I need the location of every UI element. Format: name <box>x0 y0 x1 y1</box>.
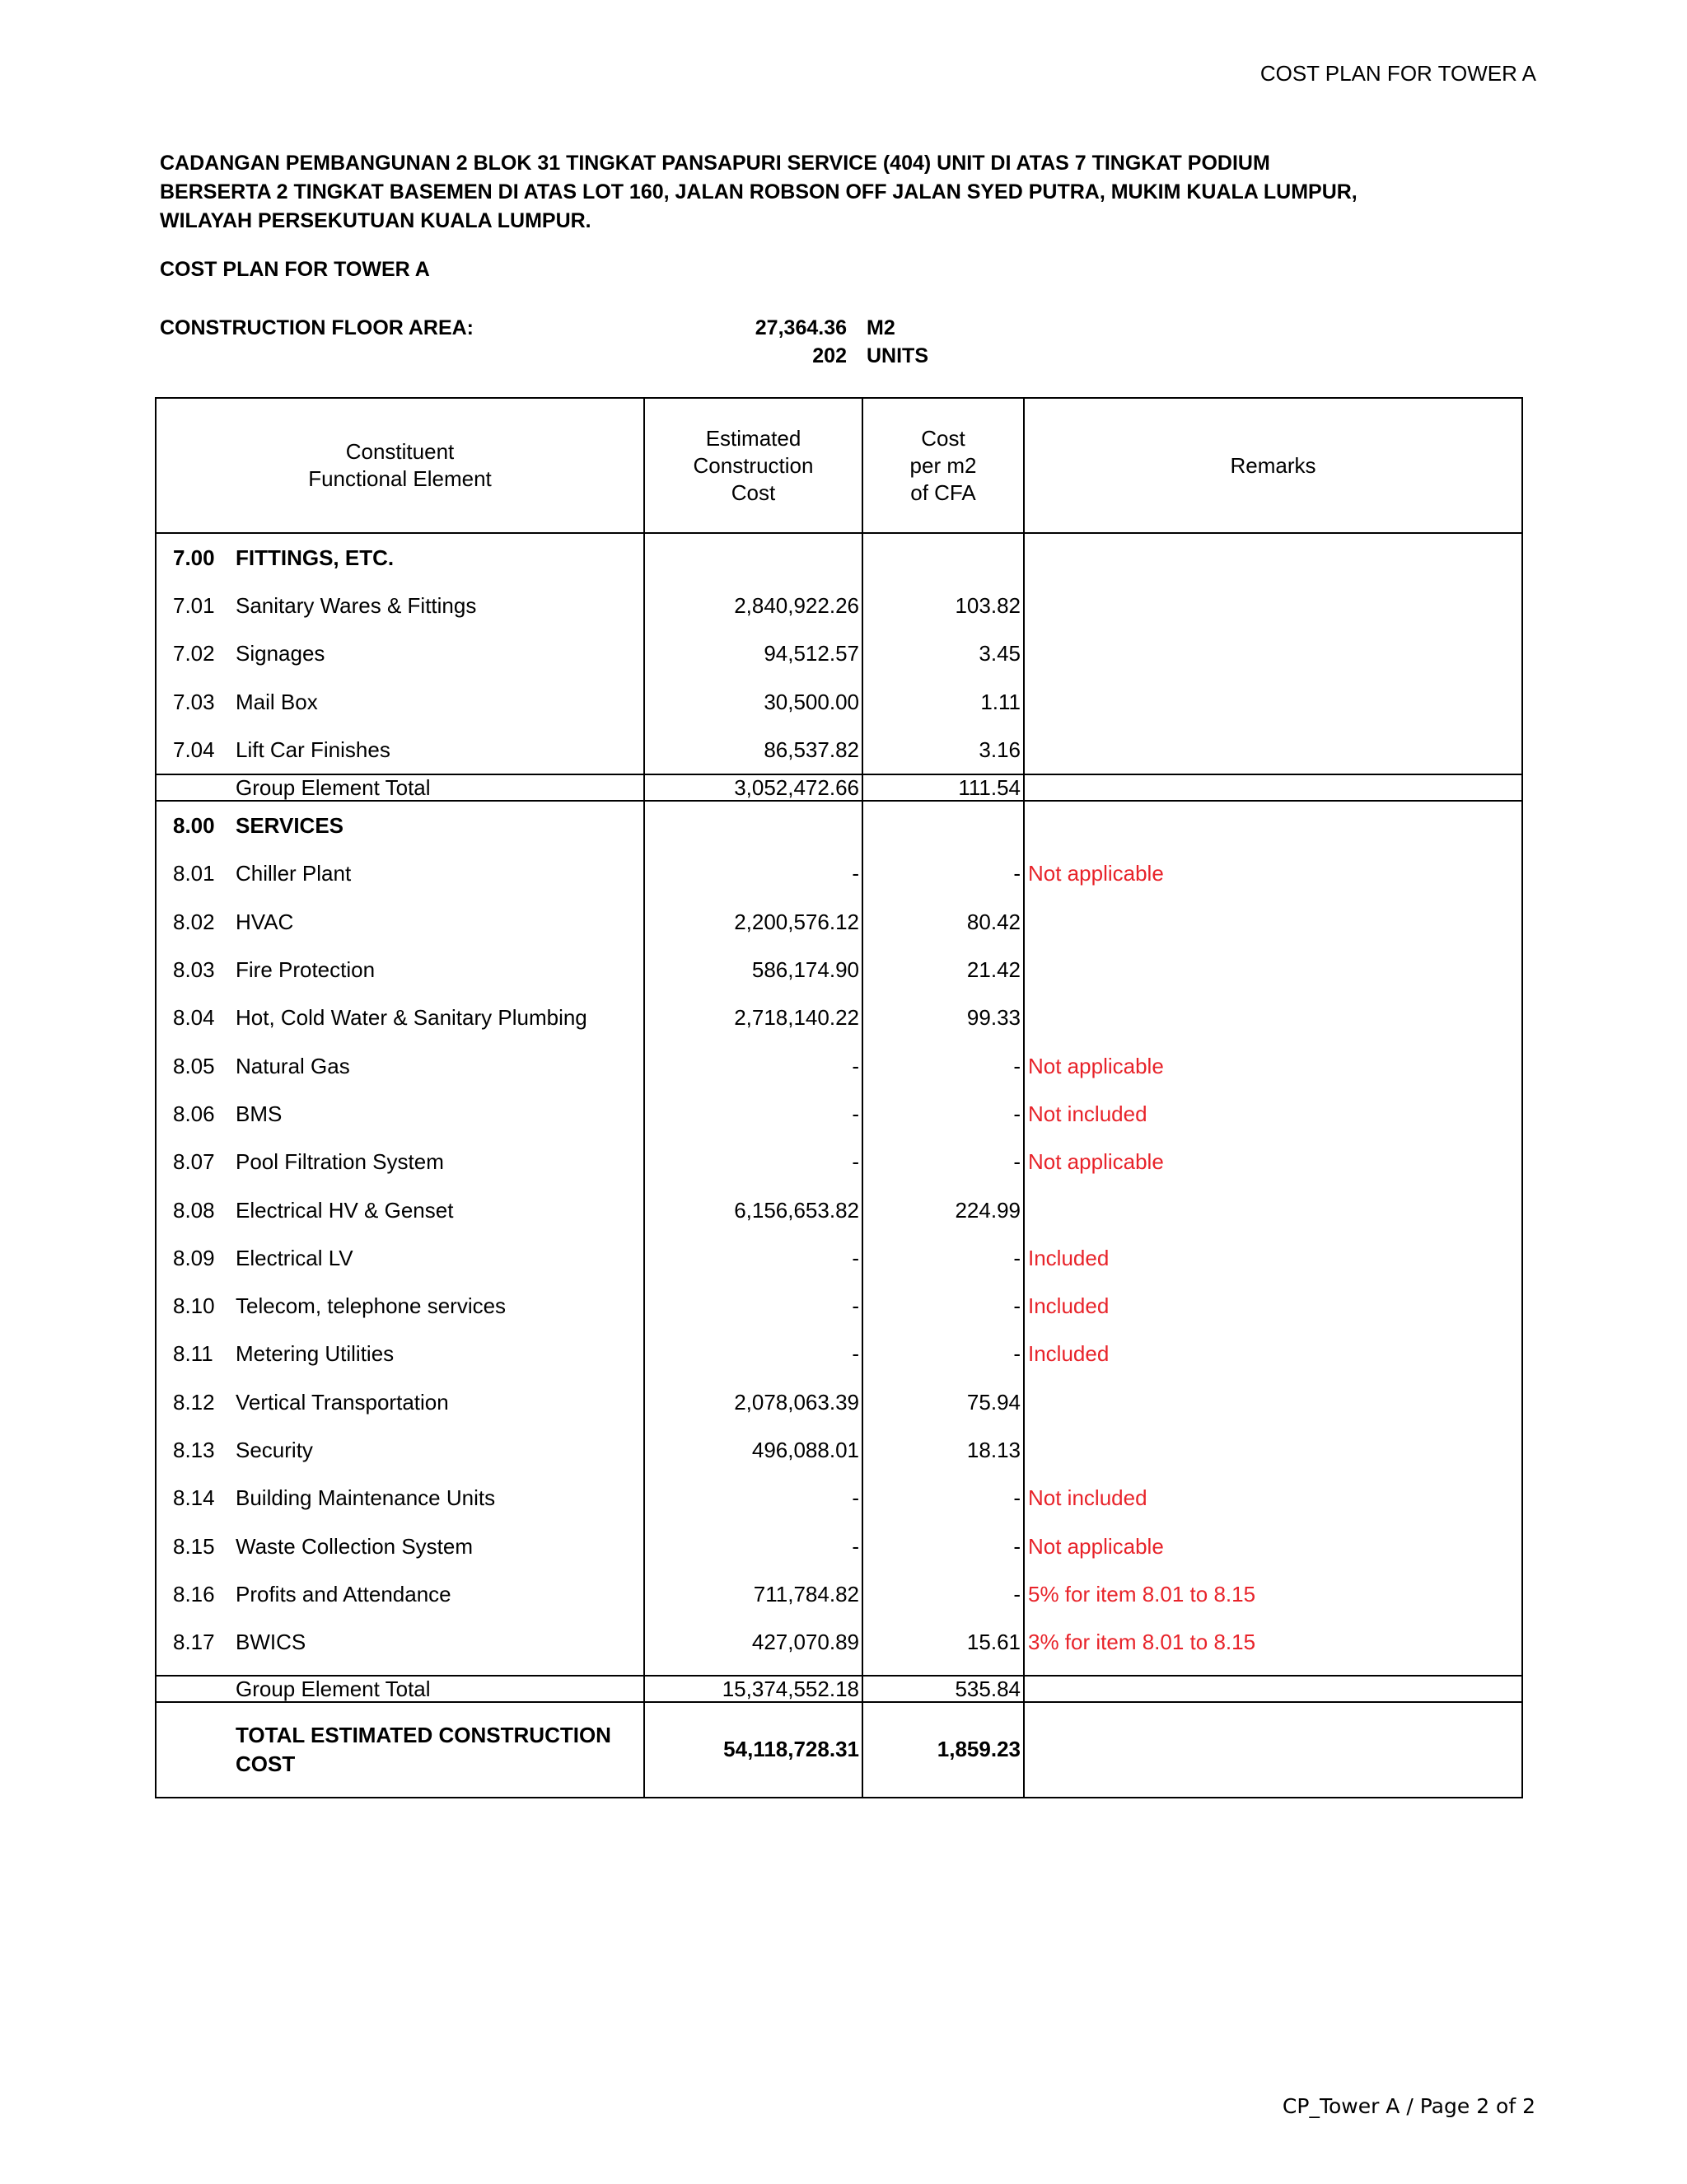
item-code: 8.01 <box>173 861 215 886</box>
item-cost: - <box>644 850 862 898</box>
header-cost-line2: Construction <box>693 452 814 478</box>
table-row <box>156 1426 1522 1474</box>
group-name: FITTINGS, ETC. <box>236 545 395 570</box>
group-total-per-m2: 535.84 <box>862 1676 1024 1702</box>
table-row <box>156 1475 1522 1522</box>
document-subtitle: COST PLAN FOR TOWER A <box>160 258 430 281</box>
item-code: 8.09 <box>173 1245 215 1270</box>
table-row <box>156 678 1522 726</box>
item-per-m2: - <box>862 1139 1024 1186</box>
page-footer: CP_Tower A / Page 2 of 2 <box>1282 2094 1535 2118</box>
item-per-m2: - <box>862 1282 1024 1330</box>
item-code: 8.08 <box>173 1197 215 1223</box>
item-cost: 2,718,140.22 <box>644 994 862 1042</box>
item-code: 8.17 <box>173 1630 215 1655</box>
item-remark <box>1024 678 1522 726</box>
item-cost: 427,070.89 <box>644 1619 862 1667</box>
group-code: 7.00 <box>173 545 215 570</box>
item-remark <box>1024 726 1522 774</box>
item-remark: Not applicable <box>1024 1139 1522 1186</box>
item-cost: - <box>644 1331 862 1378</box>
item-per-m2: 99.33 <box>862 994 1024 1042</box>
item-name: Waste Collection System <box>236 1533 474 1559</box>
item-code: 8.02 <box>173 909 215 934</box>
item-per-m2: 21.42 <box>862 946 1024 994</box>
table-row <box>156 1234 1522 1282</box>
item-remark: 5% for item 8.01 to 8.15 <box>1024 1570 1522 1618</box>
item-name: Telecom, telephone services <box>236 1293 507 1319</box>
item-code: 8.04 <box>173 1005 215 1031</box>
item-per-m2: - <box>862 1042 1024 1090</box>
item-name: Lift Car Finishes <box>236 737 390 762</box>
table-row <box>156 1186 1522 1234</box>
item-per-m2: 1.11 <box>862 678 1024 726</box>
item-name: Building Maintenance Units <box>236 1485 496 1511</box>
table-row <box>156 1522 1522 1570</box>
item-per-m2: - <box>862 1090 1024 1138</box>
grand-total-row <box>156 1702 1522 1798</box>
item-code: 8.05 <box>173 1053 215 1078</box>
item-name: Security <box>236 1437 313 1462</box>
item-code: 8.11 <box>173 1341 213 1367</box>
header-per-line2: per m2 <box>909 452 977 478</box>
item-per-m2: 3.16 <box>862 726 1024 774</box>
cfa-units-unit: UNITS <box>867 344 928 367</box>
item-code: 7.03 <box>173 689 215 714</box>
table-row <box>156 1331 1522 1378</box>
item-remark: Included <box>1024 1282 1522 1330</box>
item-name: Electrical HV & Genset <box>236 1197 454 1223</box>
table-row <box>156 630 1522 678</box>
table-row <box>156 994 1522 1042</box>
item-name: Pool Filtration System <box>236 1149 444 1175</box>
item-cost: 94,512.57 <box>644 630 862 678</box>
item-remark: Not included <box>1024 1090 1522 1138</box>
item-remark: 3% for item 8.01 to 8.15 <box>1024 1619 1522 1667</box>
item-code: 8.03 <box>173 957 215 983</box>
cfa-area-value: 27,364.36 <box>755 316 847 339</box>
grand-total-label-line1: TOTAL ESTIMATED CONSTRUCTION <box>236 1722 611 1747</box>
item-remark <box>1024 994 1522 1042</box>
item-remark: Included <box>1024 1234 1522 1282</box>
grand-total-label <box>236 1721 611 1779</box>
item-remark <box>1024 946 1522 994</box>
group-total-row <box>156 1676 1522 1702</box>
item-cost: - <box>644 1139 862 1186</box>
header-element-line1: Constituent <box>345 439 455 464</box>
item-per-m2: 80.42 <box>862 898 1024 946</box>
item-code: 8.07 <box>173 1149 215 1175</box>
item-remark <box>1024 1378 1522 1426</box>
item-name: Hot, Cold Water & Sanitary Plumbing <box>236 1005 587 1031</box>
grand-total-cost: 54,118,728.31 <box>644 1702 862 1798</box>
running-head: COST PLAN FOR TOWER A <box>1259 61 1536 86</box>
table-row <box>156 898 1522 946</box>
item-code: 8.14 <box>173 1485 215 1511</box>
item-cost: 6,156,653.82 <box>644 1186 862 1234</box>
table-row <box>156 1090 1522 1138</box>
item-per-m2: - <box>862 850 1024 898</box>
header-cost-line1: Estimated <box>705 425 801 451</box>
item-remark <box>1024 898 1522 946</box>
header-cost <box>644 398 862 533</box>
item-name: Metering Utilities <box>236 1341 395 1367</box>
header-remarks: Remarks <box>1024 398 1522 533</box>
item-name: Vertical Transportation <box>236 1389 449 1415</box>
group-code: 8.00 <box>173 813 215 839</box>
item-remark <box>1024 630 1522 678</box>
item-code: 8.12 <box>173 1389 215 1415</box>
item-name: Natural Gas <box>236 1053 350 1078</box>
table-row <box>156 1378 1522 1426</box>
item-name: Sanitary Wares & Fittings <box>236 592 477 618</box>
item-per-m2: - <box>862 1522 1024 1570</box>
item-per-m2: 224.99 <box>862 1186 1024 1234</box>
item-remark: Not included <box>1024 1475 1522 1522</box>
document-title: CADANGAN PEMBANGUNAN 2 BLOK 31 TINGKAT PANSAPURI SERVICE (404) UNIT DI ATAS 7 TINGKAT PODIUM BERSERTA 2 TINGKAT BASEMEN DI ATAS LOT 160, JALAN ROBSON OFF JALAN SYED PUTRA, MUKIM KUALA LUMPUR, WILAYAH PERSEKUTUAN KUALA LUMPUR. <box>160 152 1358 232</box>
item-per-m2: - <box>862 1331 1024 1378</box>
item-remark <box>1024 582 1522 629</box>
group-total-per-m2: 111.54 <box>862 774 1024 801</box>
group-total-cost: 15,374,552.18 <box>644 1676 862 1702</box>
group-total-label: Group Element Total <box>236 775 431 801</box>
group-total-row <box>156 774 1522 801</box>
cfa-units-value: 202 <box>812 344 847 367</box>
table-row <box>156 946 1522 994</box>
item-name: HVAC <box>236 909 294 934</box>
item-code: 7.04 <box>173 737 215 762</box>
header-per-line1: Cost <box>921 425 965 451</box>
item-name: Profits and Attendance <box>236 1581 451 1606</box>
item-code: 7.02 <box>173 641 215 666</box>
table-row <box>156 726 1522 774</box>
item-per-m2: 3.45 <box>862 630 1024 678</box>
group-total-cost: 3,052,472.66 <box>644 774 862 801</box>
item-remark: Included <box>1024 1331 1522 1378</box>
grand-total-label-line2: COST <box>236 1751 296 1776</box>
group-heading-row <box>156 801 1522 849</box>
table-row <box>156 850 1522 898</box>
item-cost: 711,784.82 <box>644 1570 862 1618</box>
item-cost: 86,537.82 <box>644 726 862 774</box>
grand-total-per-m2: 1,859.23 <box>862 1702 1024 1798</box>
header-cost-line3: Cost <box>731 479 776 505</box>
item-remark: Not applicable <box>1024 1042 1522 1090</box>
group-total-label: Group Element Total <box>236 1676 431 1701</box>
item-name: Electrical LV <box>236 1245 353 1270</box>
item-cost: 2,200,576.12 <box>644 898 862 946</box>
item-name: Mail Box <box>236 689 318 714</box>
table-row <box>156 1042 1522 1090</box>
item-remark: Not applicable <box>1024 1522 1522 1570</box>
cfa-area-unit: M2 <box>867 316 895 339</box>
table-row <box>156 1570 1522 1618</box>
item-code: 8.13 <box>173 1437 215 1462</box>
table-row <box>156 1282 1522 1330</box>
item-code: 8.16 <box>173 1581 215 1606</box>
item-remark: Not applicable <box>1024 850 1522 898</box>
item-per-m2: 75.94 <box>862 1378 1024 1426</box>
item-cost: - <box>644 1042 862 1090</box>
item-name: Fire Protection <box>236 957 376 983</box>
item-cost: - <box>644 1282 862 1330</box>
item-per-m2: - <box>862 1570 1024 1618</box>
item-cost: 30,500.00 <box>644 678 862 726</box>
table-row <box>156 582 1522 629</box>
header-element-line2: Functional Element <box>308 466 492 491</box>
group-heading-row <box>156 533 1522 582</box>
item-cost: - <box>644 1475 862 1522</box>
header-per-m2 <box>862 398 1024 533</box>
item-name: Signages <box>236 641 325 666</box>
table-header-row <box>156 398 1522 533</box>
item-cost: - <box>644 1522 862 1570</box>
item-name: Chiller Plant <box>236 861 352 886</box>
item-per-m2: 18.13 <box>862 1426 1024 1474</box>
table-row <box>156 1139 1522 1186</box>
item-cost: - <box>644 1090 862 1138</box>
table-row <box>156 1619 1522 1667</box>
group-name: SERVICES <box>236 813 344 839</box>
item-cost: 2,840,922.26 <box>644 582 862 629</box>
item-per-m2: 15.61 <box>862 1619 1024 1667</box>
item-code: 8.10 <box>173 1293 215 1319</box>
item-code: 8.15 <box>173 1533 215 1559</box>
item-cost: 586,174.90 <box>644 946 862 994</box>
item-name: BWICS <box>236 1630 306 1655</box>
item-code: 7.01 <box>173 592 215 618</box>
item-cost: 2,078,063.39 <box>644 1378 862 1426</box>
cost-plan-table <box>155 397 1523 1798</box>
item-cost: 496,088.01 <box>644 1426 862 1474</box>
cfa-label: CONSTRUCTION FLOOR AREA: <box>160 316 474 339</box>
item-cost: - <box>644 1234 862 1282</box>
item-name: BMS <box>236 1101 283 1126</box>
item-code: 8.06 <box>173 1101 215 1126</box>
item-remark <box>1024 1426 1522 1474</box>
item-per-m2: - <box>862 1234 1024 1282</box>
item-per-m2: 103.82 <box>862 582 1024 629</box>
item-per-m2: - <box>862 1475 1024 1522</box>
header-per-line3: of CFA <box>910 479 976 505</box>
header-element <box>156 398 644 533</box>
item-remark <box>1024 1186 1522 1234</box>
